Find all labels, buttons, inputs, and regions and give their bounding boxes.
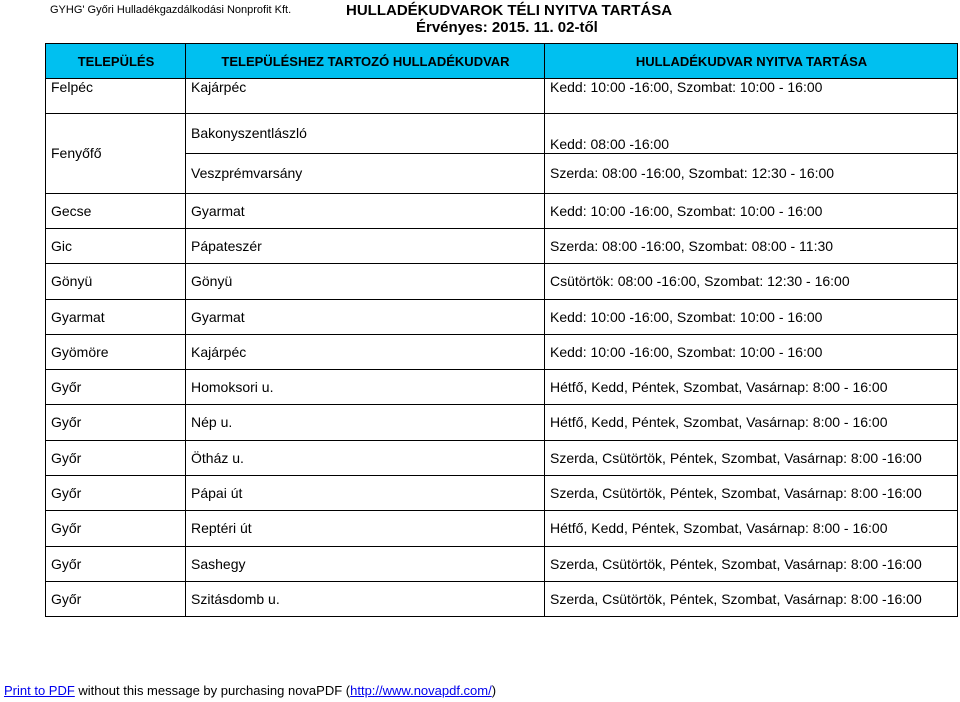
table-row (46, 441, 958, 476)
yard-cell: Veszprémvarsány (186, 154, 545, 194)
column-header-yard: TELEPÜLÉSHEZ TARTOZÓ HULLADÉKUDVAR (186, 44, 545, 79)
settlement-cell: Győr (46, 582, 186, 617)
table-row (46, 335, 958, 370)
yard-cell: Nép u. (186, 405, 545, 441)
table-row (46, 405, 958, 441)
hours-cell: Csütörtök: 08:00 -16:00, Szombat: 12:30 - 16:00 (545, 264, 958, 300)
hours-cell: Szerda, Csütörtök, Péntek, Szombat, Vasárnap: 8:00 -16:00 (545, 547, 958, 582)
settlement-cell: Gecse (46, 194, 186, 229)
table-row (46, 547, 958, 582)
hours-cell: Hétfő, Kedd, Péntek, Szombat, Vasárnap: 8:00 - 16:00 (545, 511, 958, 547)
settlement-cell: Gyarmat (46, 300, 186, 335)
table-row (46, 300, 958, 335)
settlement-cell: Győr (46, 547, 186, 582)
yard-cell: Pápateszér (186, 229, 545, 264)
yard-cell: Gyarmat (186, 300, 545, 335)
table-row (46, 476, 958, 511)
settlement-cell: Felpéc (46, 79, 186, 114)
hours-cell: Kedd: 08:00 -16:00 (545, 114, 958, 154)
yard-cell: Szitásdomb u. (186, 582, 545, 617)
yard-cell: Pápai út (186, 476, 545, 511)
yard-cell: Reptéri út (186, 511, 545, 547)
settlement-cell: Gic (46, 229, 186, 264)
column-header-settlement: TELEPÜLÉS (46, 44, 186, 79)
settlement-cell: Fenyőfő (46, 114, 186, 194)
hours-cell: Hétfő, Kedd, Péntek, Szombat, Vasárnap: 8:00 - 16:00 (545, 370, 958, 405)
hours-cell: Kedd: 10:00 -16:00, Szombat: 10:00 - 16:00 (545, 335, 958, 370)
settlement-cell: Győr (46, 441, 186, 476)
table-row (46, 79, 958, 114)
hours-cell: Szerda, Csütörtök, Péntek, Szombat, Vasárnap: 8:00 -16:00 (545, 582, 958, 617)
table-row (46, 194, 958, 229)
settlement-cell: Gönyü (46, 264, 186, 300)
yard-cell: Sashegy (186, 547, 545, 582)
hours-cell: Kedd: 10:00 -16:00, Szombat: 10:00 - 16:00 (545, 194, 958, 229)
table-row (46, 511, 958, 547)
table-row (46, 582, 958, 617)
yard-cell: Kajárpéc (186, 335, 545, 370)
table-row (46, 114, 958, 154)
yard-cell: Gyarmat (186, 194, 545, 229)
settlement-cell: Győr (46, 405, 186, 441)
table-row (46, 370, 958, 405)
settlement-cell: Győr (46, 370, 186, 405)
settlement-cell: Győr (46, 476, 186, 511)
hours-cell: Hétfő, Kedd, Péntek, Szombat, Vasárnap: 8:00 - 16:00 (545, 405, 958, 441)
yard-cell: Homoksori u. (186, 370, 545, 405)
valid-from: Érvényes: 2015. 11. 02-től (416, 19, 598, 36)
table-header-row (46, 44, 958, 79)
settlement-cell: Győr (46, 511, 186, 547)
company-name: GYHG' Győri Hulladékgazdálkodási Nonprofit Kft. (50, 4, 292, 16)
schedule-table (45, 43, 958, 617)
yard-cell: Gönyü (186, 264, 545, 300)
column-header-hours: HULLADÉKUDVAR NYITVA TARTÁSA (545, 44, 958, 79)
print-to-pdf-link[interactable]: Print to PDF (4, 683, 75, 698)
hours-cell: Kedd: 10:00 -16:00, Szombat: 10:00 - 16:00 (545, 300, 958, 335)
hours-cell: Kedd: 10:00 -16:00, Szombat: 10:00 - 16:00 (545, 79, 958, 114)
yard-cell: Ötház u. (186, 441, 545, 476)
hours-cell: Szerda, Csütörtök, Péntek, Szombat, Vasárnap: 8:00 -16:00 (545, 476, 958, 511)
yard-cell: Kajárpéc (186, 79, 545, 114)
yard-cell: Bakonyszentlászló (186, 114, 545, 154)
table-row (46, 229, 958, 264)
footer-message: without this message by purchasing novaPDF ( (74, 683, 351, 698)
pdf-footer (4, 683, 496, 698)
hours-cell: Szerda, Csütörtök, Péntek, Szombat, Vasárnap: 8:00 -16:00 (545, 441, 958, 476)
hours-cell: Szerda: 08:00 -16:00, Szombat: 08:00 - 11:30 (545, 229, 958, 264)
novapdf-url-link[interactable]: http://www.novapdf.com/ (350, 683, 492, 698)
footer-end: ) (491, 683, 497, 698)
hours-cell: Szerda: 08:00 -16:00, Szombat: 12:30 - 16:00 (545, 154, 958, 194)
settlement-cell: Gyömöre (46, 335, 186, 370)
page-title: HULLADÉKUDVAROK TÉLI NYITVA TARTÁSA (346, 2, 673, 19)
table-row (46, 264, 958, 300)
